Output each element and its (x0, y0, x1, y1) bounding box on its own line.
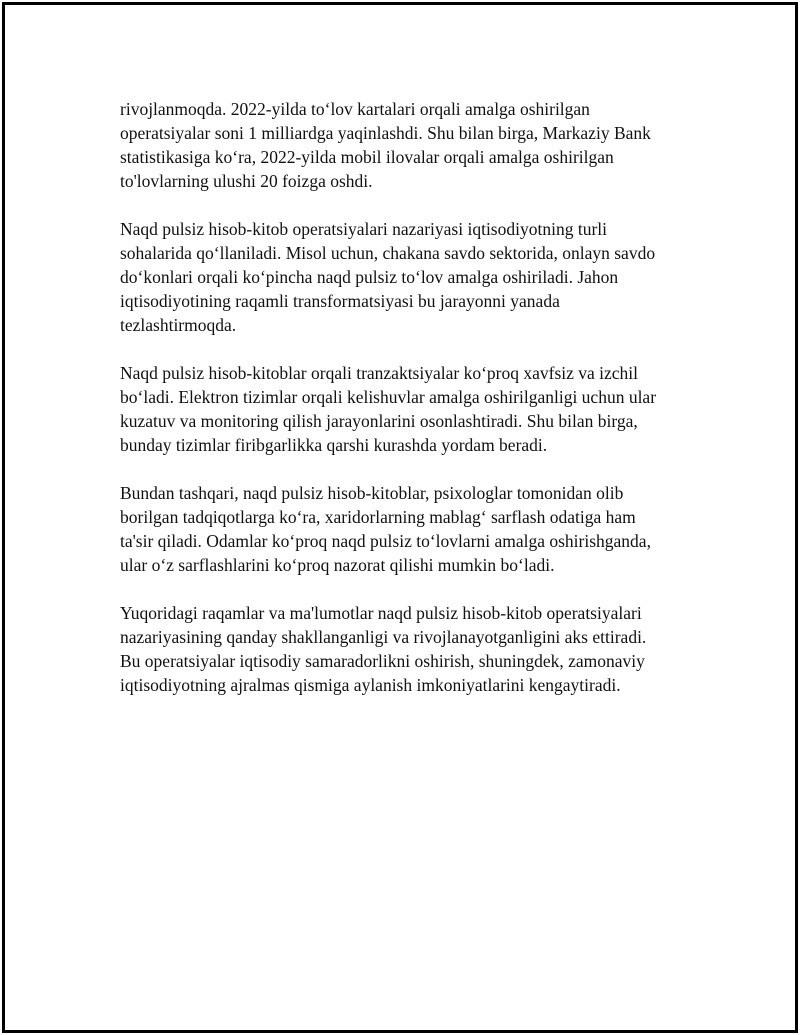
paragraph-5: Yuqoridagi raqamlar va ma'lumotlar naqd pulsiz hisob-kitob operatsiyalari nazariyasining qanday shakllanganligi va rivojlanayotganligini aks ettiradi. Bu operatsiyalar iqtisodiy samaradorlikni oshirish, shuningdek, zamonaviy iqtisodiyotning ajralmas qismiga aylanish imkoniyatlarini kengaytiradi. (120, 603, 647, 695)
paragraph-4: Bundan tashqari, naqd pulsiz hisob-kitoblar, psixologlar tomonidan olib borilgan tadqiqotlarga ko‘ra, xaridorlarning mablag‘ sarflash odatiga ham ta'sir qiladi. Odamlar ko‘proq naqd pulsiz to‘lovlarni amalga oshirishganda, ular o‘z sarflashlarini ko‘proq nazorat qilishi mumkin bo‘ladi. (120, 483, 651, 575)
page-frame (2, 2, 798, 1033)
paragraph-3: Naqd pulsiz hisob-kitoblar orqali tranzaktsiyalar ko‘proq xavfsiz va izchil bo‘ladi. Elektron tizimlar orqali kelishuvlar amalga oshirilganligi uchun ular kuzatuv va monitoring qilish jarayonlarini osonlashtiradi. Shu bilan birga, bunday tizimlar firibgarlikka qarshi kurashda yordam beradi. (120, 363, 657, 455)
paragraph-1: rivojlanmoqda. 2022-yilda to‘lov kartalari orqali amalga oshirilgan operatsiyalar soni 1 milliardga yaqinlashdi. Shu bilan birga, Markaziy Bank statistikasiga ko‘ra, 2022-yilda mobil ilovalar orqali amalga oshirilgan to'lovlarning ulushi 20 foizga oshdi. (120, 99, 651, 191)
document-body (120, 97, 700, 721)
paragraph-2: Naqd pulsiz hisob-kitob operatsiyalari nazariyasi iqtisodiyotning turli sohalarida qo‘llaniladi. Misol uchun, chakana savdo sektorida, onlayn savdo do‘konlari orqali ko‘pincha naqd pulsiz to‘lov amalga oshiriladi. Jahon iqtisodiyotining raqamli transformatsiyasi bu jarayonni yanada tezlashtirmoqda. (120, 219, 656, 335)
